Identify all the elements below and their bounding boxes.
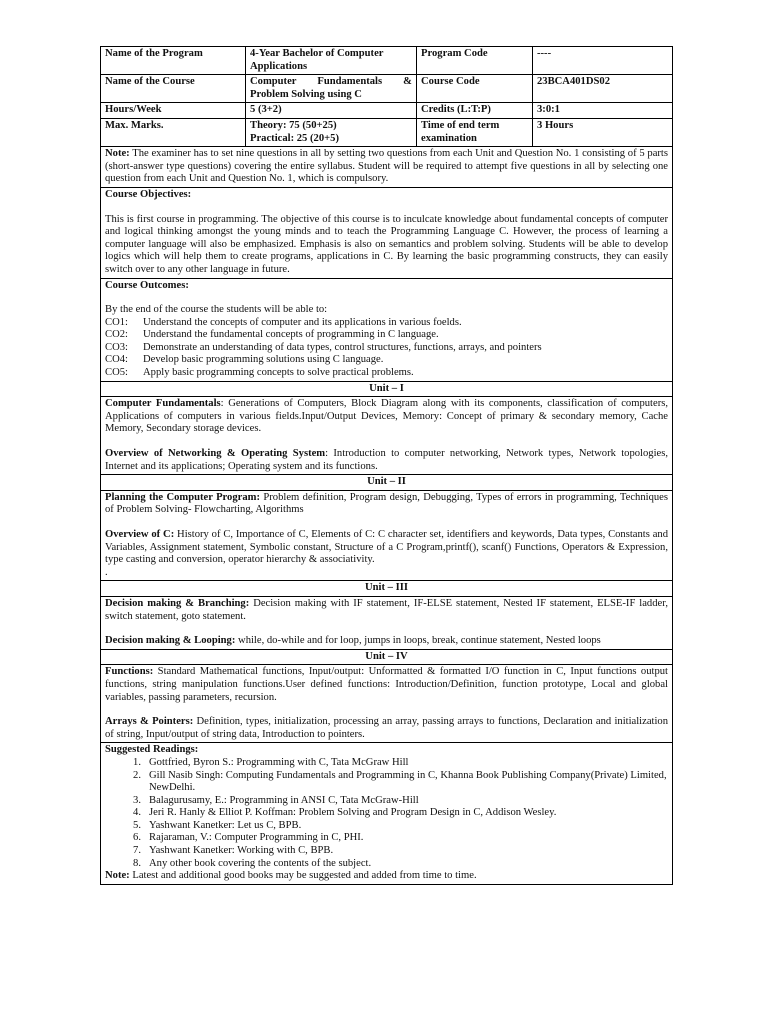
unit-3-content-row: [101, 596, 673, 649]
outcomes-row: [101, 278, 673, 381]
reading-item: [105, 845, 668, 858]
reading-number: 7.: [133, 845, 141, 857]
unit-trailer: .: [105, 566, 108, 578]
unit-1-content-row: [101, 397, 673, 475]
reading-text: Gottfried, Byron S.: Programming with C, Tata McGraw Hill: [149, 756, 409, 768]
reading-text: Yashwant Kanetker: Working with C, BPB.: [149, 845, 334, 857]
course-value: Computer Fundamentals & Problem Solving using C: [246, 75, 417, 103]
outcome-item: [105, 329, 668, 342]
course-objectives: [101, 187, 673, 278]
reading-text: Gill Nasib Singh: Computing Fundamentals and Programming in C, Khanna Book Publishing Company(Private) Limited, NewDelhi.: [149, 769, 667, 794]
topic-heading: Planning the Computer Program:: [105, 491, 261, 503]
unit-4-title-row: [101, 649, 673, 665]
unit-paragraph: [105, 716, 668, 741]
reading-item: [105, 795, 668, 808]
unit-1-title-row: [101, 381, 673, 397]
time-label: Time of end term examination: [417, 118, 533, 146]
reading-item: [105, 832, 668, 845]
topic-heading: Decision making & Looping:: [105, 635, 236, 647]
reading-item: [105, 770, 668, 795]
unit-3-title: Unit – III: [101, 581, 673, 597]
unit-2-content-row: [101, 490, 673, 581]
unit-2-title: Unit – II: [101, 475, 673, 491]
practical-value: Practical: 25 (20+5): [250, 132, 339, 144]
course-row: [101, 75, 673, 103]
outcome-text: Develop basic programming solutions using C language.: [143, 354, 384, 366]
reading-number: 8.: [133, 857, 141, 869]
outcome-code: CO2:: [105, 329, 128, 341]
unit-paragraph: [105, 398, 668, 436]
course-code-label: Course Code: [417, 75, 533, 103]
unit-4-content: [101, 665, 673, 743]
topic-heading: Overview of C:: [105, 529, 175, 540]
topic-text: Definition, types, initialization, processing an array, passing arrays to functions, Declaration and initialization of string, Input/output of string data, Introduction to pointers.: [105, 716, 669, 740]
unit-4-content-row: [101, 665, 673, 743]
outcomes-intro: By the end of the course the students will be able to:: [105, 304, 328, 316]
syllabus-table: [100, 46, 673, 885]
unit-paragraph: [105, 529, 668, 567]
outcome-code: CO5:: [105, 367, 128, 379]
marks-row: [101, 118, 673, 146]
suggested-readings: [101, 743, 673, 885]
program-value: 4-Year Bachelor of Computer Applications: [246, 47, 417, 75]
reading-list: [105, 757, 668, 870]
hours-label: Hours/Week: [101, 103, 246, 119]
outcome-item: [105, 342, 668, 355]
unit-paragraph: [105, 666, 668, 704]
readings-note-label: Note:: [105, 870, 130, 882]
reading-number: 3.: [133, 794, 141, 806]
note-row: [101, 147, 673, 188]
objectives-heading: Course Objectives:: [105, 188, 192, 200]
program-code-label: Program Code: [417, 47, 533, 75]
program-row: [101, 47, 673, 75]
unit-paragraph: [105, 635, 668, 648]
topic-text: Problem definition, Program design, Debugging, Types of errors in programming, Techniques of Problem Solving- Flowcharting, Algorithms: [105, 491, 669, 516]
reading-number: 6.: [133, 832, 141, 844]
reading-text: Yashwant Kanetker: Let us C, BPB.: [149, 819, 302, 831]
note-text: The examiner has to set nine questions in all by setting two questions from each Unit and Question No. 1 consisting of 5 parts (short-answer type questions) covering the entire syllabus. Student will be required to attempt five questions in all by selecting one question from each Unit and Question No. 1, which is compulsory.: [105, 148, 668, 185]
readings-note: [105, 870, 668, 883]
exam-note: [101, 147, 673, 188]
theory-value: Theory: 75 (50+25): [250, 119, 337, 131]
credits-label: Credits (L:T:P): [417, 103, 533, 119]
reading-text: Any other book covering the contents of the subject.: [149, 857, 372, 869]
topic-heading: Computer Fundamentals: [105, 398, 221, 410]
outcome-text: Apply basic programming concepts to solve practical problems.: [143, 367, 414, 379]
unit-3-title-row: [101, 581, 673, 597]
outcomes-heading: Course Outcomes:: [105, 279, 189, 291]
reading-text: Balagurusamy, E.: Programming in ANSI C, Tata McGraw-Hill: [149, 794, 419, 806]
reading-text: Rajaraman, V.: Computer Programming in C, PHI.: [149, 832, 364, 844]
objectives-text: This is first course in programming. The objective of this course is to inculcate knowledge about fundamental concepts of computer and logical thinking amongst the young minds and to teach the Programming Language C. However, the process of learning a computer language will also be emphasized. Emphasis is also on semantics and problem solving. Students will be able to develop logics which will help them to create programs, applications in C. By learning the basic programming constructs, they can easily switch over to any other language in future.: [105, 213, 668, 275]
topic-heading: Overview of Networking & Operating System: [105, 448, 326, 460]
reading-text: Jeri R. Hanly & Elliot P. Koffman: Problem Solving and Program Design in C, Addison Wesley.: [149, 807, 557, 819]
readings-row: [101, 743, 673, 885]
reading-item: [105, 757, 668, 770]
reading-number: 2.: [133, 769, 141, 781]
readings-heading: Suggested Readings:: [105, 744, 199, 756]
program-label: Name of the Program: [101, 47, 246, 75]
time-value: 3 Hours: [533, 118, 673, 146]
reading-item: [105, 858, 668, 871]
course-label: Name of the Course: [101, 75, 246, 103]
unit-1-content: [101, 397, 673, 475]
course-outcomes: [101, 278, 673, 381]
note-label: Note:: [105, 148, 130, 160]
reading-item: [105, 820, 668, 833]
outcome-code: CO4:: [105, 354, 128, 366]
course-code-value: 23BCA401DS02: [533, 75, 673, 103]
topic-text: History of C, Importance of C, Elements of C: C character set, identifiers and keywords, Data types, Constants and Variables, Assignment statement, Symbolic constant, Structure of a C Program,printf(), scanf() Functions, Operators & Expression, type casting and conversion, operator hierarchy & associativity.: [105, 529, 668, 566]
readings-note-text: Latest and additional good books may be suggested and added from time to time.: [129, 870, 477, 882]
credits-value: 3:0:1: [533, 103, 673, 119]
outcome-code: CO1:: [105, 316, 128, 328]
topic-text: while, do-while and for loop, jumps in loops, break, continue statement, Nested loops: [235, 635, 601, 647]
topic-text: Decision making with IF statement, IF-ELSE statement, Nested IF statement, ELSE-IF ladder, switch statement, goto statement.: [105, 597, 668, 622]
reading-item: [105, 807, 668, 820]
outcome-code: CO3:: [105, 341, 128, 353]
objectives-row: [101, 187, 673, 278]
hours-value: 5 (3+2): [246, 103, 417, 119]
unit-paragraph: [105, 598, 668, 623]
marks-label: Max. Marks.: [101, 118, 246, 146]
outcome-item: [105, 367, 668, 380]
marks-value: [246, 118, 417, 146]
reading-number: 1.: [133, 756, 141, 768]
outcome-text: Understand the concepts of computer and its applications in various foelds.: [143, 316, 462, 328]
outcome-text: Understand the fundamental concepts of programming in C language.: [143, 329, 439, 341]
unit-paragraph: [105, 448, 668, 473]
topic-text: : Introduction to computer networking, Network types, Network topologies, Internet and its applications; Operating system and its functions.: [105, 448, 668, 472]
topic-text: : Generations of Computers, Block Diagram along with its components, classification of computers, Applications of computers in various fields.Input/Output Devices, Memory: Concept of primary & secondary memory, Cache Memory, Secondary storage devices.: [105, 398, 668, 435]
outcome-text: Demonstrate an understanding of data types, control structures, functions, arrays, and pointers: [143, 341, 542, 353]
outcome-item: [105, 354, 668, 367]
reading-number: 4.: [133, 807, 141, 819]
unit-2-content: [101, 490, 673, 581]
unit-paragraph: [105, 492, 668, 517]
unit-1-title: Unit – I: [101, 381, 673, 397]
topic-heading: Decision making & Branching:: [105, 597, 250, 609]
program-code-value: ----: [533, 47, 673, 75]
reading-number: 5.: [133, 819, 141, 831]
topic-text: Standard Mathematical functions, Input/output: Unformatted & formatted I/O function in C, Input functions output functions, string manipulation functions.User defined functions: Introduction/Definition, function prototype, Local and global variables, passing parameters, recursion.: [105, 666, 668, 703]
outcome-item: [105, 317, 668, 330]
unit-3-content: [101, 596, 673, 649]
unit-2-title-row: [101, 475, 673, 491]
unit-4-title: Unit – IV: [101, 649, 673, 665]
syllabus-document: [100, 46, 672, 885]
topic-heading: Functions:: [105, 666, 154, 678]
hours-row: [101, 103, 673, 119]
topic-heading: Arrays & Pointers:: [105, 716, 194, 728]
